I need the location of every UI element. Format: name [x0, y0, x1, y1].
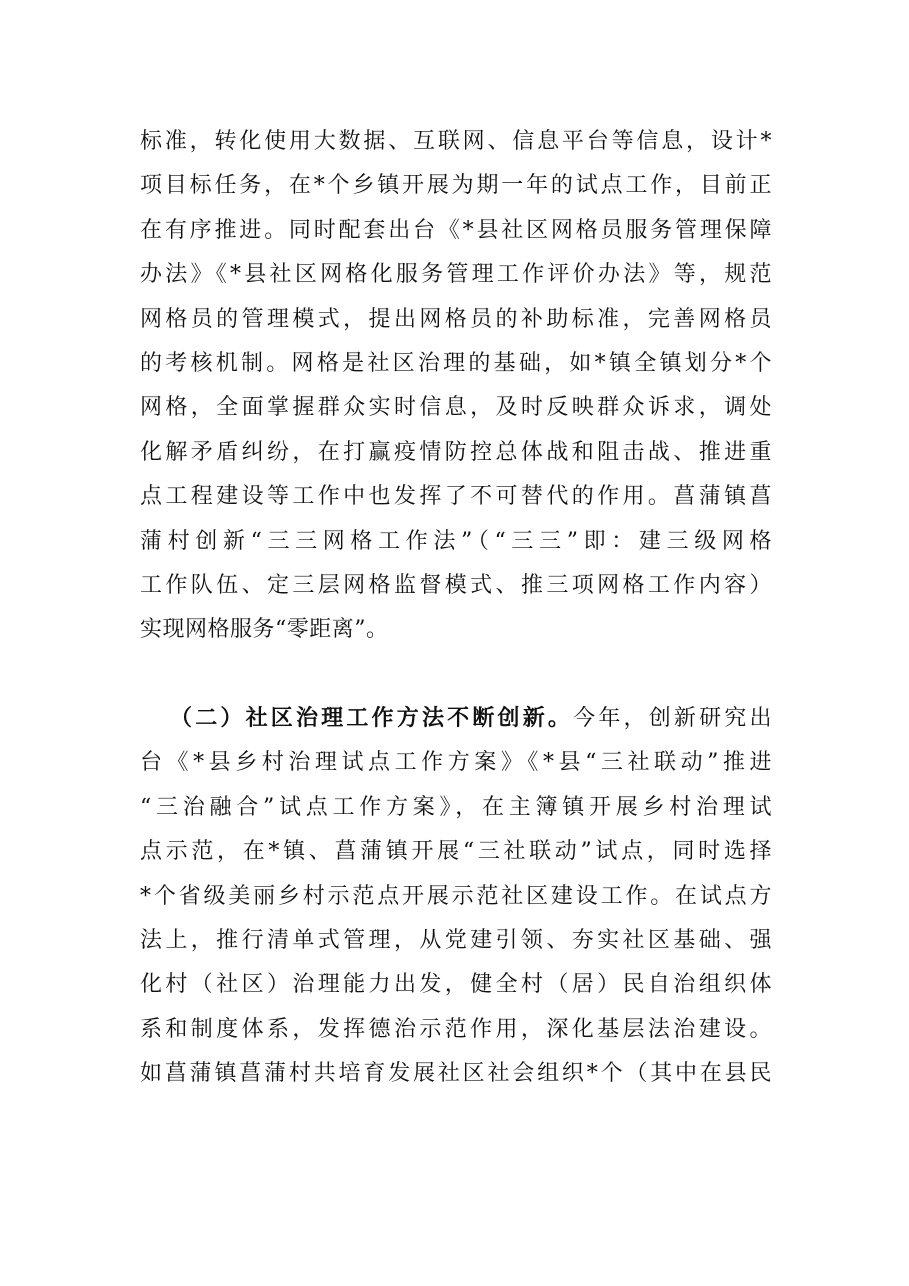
text-line: 台《*县乡村治理试点工作方案》《*县“三社联动”推进 — [140, 750, 772, 776]
text-line: 化解矛盾纠纷，在打赢疫情防控总体战和阻击战、推进重 — [140, 439, 772, 465]
text-line: 项目标任务，在*个乡镇开展为期一年的试点工作，目前正 — [140, 173, 772, 199]
paragraph-grid-management — [140, 120, 772, 653]
text-line: 标准，转化使用大数据、互联网、信息平台等信息，设计* — [140, 129, 772, 154]
text-line: 办法》《*县社区网格化服务管理工作评价办法》等，规范 — [140, 262, 772, 288]
text-line: 法上，推行清单式管理，从党建引领、夯实社区基础、强 — [140, 927, 772, 953]
text-line: 的考核机制。网格是社区治理的基础，如*镇全镇划分*个 — [140, 350, 772, 376]
text-line: 工作队伍、定三层网格监督模式、推三项网格工作内容） — [140, 572, 772, 598]
text-line: “三治融合”试点工作方案》，在主簿镇开展乡村治理试 — [140, 794, 772, 820]
text-line: 网格，全面掌握群众实时信息，及时反映群众诉求，调处 — [140, 395, 772, 421]
text-line: 实现网格服务“零距离”。 — [140, 617, 389, 643]
text-line: *个省级美丽乡村示范点开展示范社区建设工作。在试点方 — [140, 883, 772, 909]
text-line: 网格员的管理模式，提出网格员的补助标准，完善网格员 — [140, 306, 772, 332]
text-line: 如菖蒲镇菖蒲村共培育发展社区社会组织*个（其中在县民 — [140, 1061, 772, 1087]
text-line: 系和制度体系，发挥德治示范作用，深化基层法治建设。 — [140, 1016, 772, 1042]
heading-continuation: 今年，创新研究出 — [573, 706, 772, 731]
paragraph-method-innovation — [140, 697, 772, 1097]
text-line: 化村（社区）治理能力出发，健全村（居）民自治组织体 — [140, 972, 772, 998]
text-line-first — [140, 697, 772, 741]
text-line: 点示范，在*镇、菖蒲镇开展“三社联动”试点，同时选择 — [140, 839, 772, 865]
text-line: 蒲村创新“三三网格工作法”（“三三”即：建三级网格 — [140, 528, 772, 554]
text-line: 点工程建设等工作中也发挥了不可替代的作用。菖蒲镇菖 — [140, 484, 772, 510]
section-heading: （二）社区治理工作方法不断创新。 — [170, 706, 574, 731]
text-line: 在有序推进。同时配套出台《*县社区网格员服务管理保障 — [140, 217, 772, 243]
